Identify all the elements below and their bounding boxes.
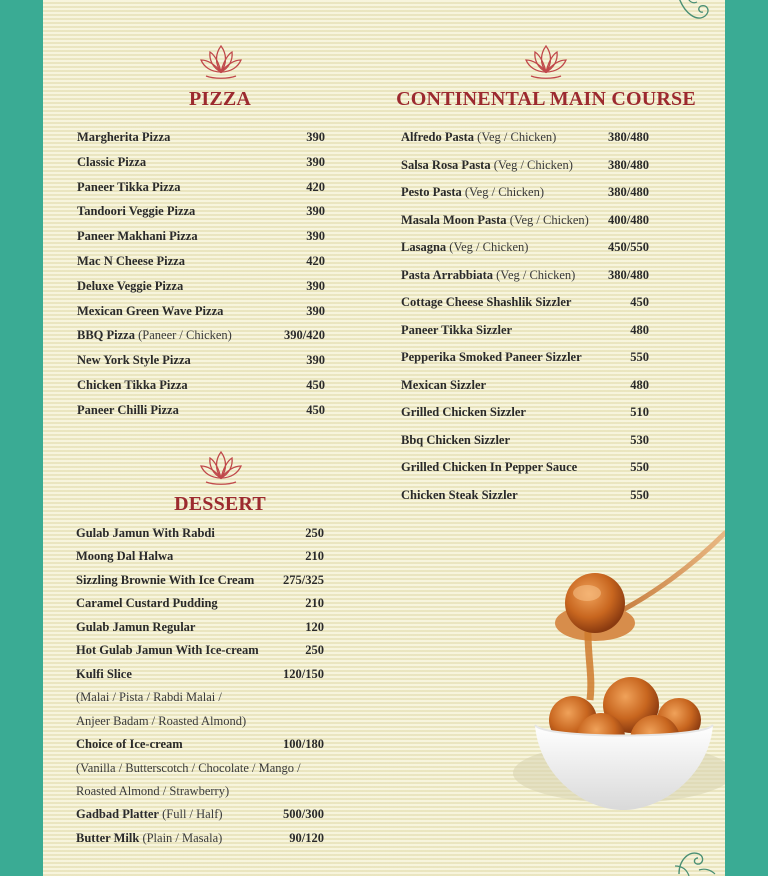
- menu-item-name: Lasagna: [401, 240, 447, 254]
- menu-item: [401, 323, 512, 338]
- section-title-continental: CONTINENTAL MAIN COURSE: [396, 88, 696, 110]
- menu-item: [401, 268, 575, 283]
- menu-item-name: Hot Gulab Jamun With Ice-cream: [76, 643, 259, 658]
- menu-item-name: Alfredo Pasta: [401, 130, 475, 144]
- menu-item: [401, 460, 577, 475]
- section-title-dessert: DESSERT: [174, 493, 266, 515]
- menu-item-price: 390: [306, 278, 325, 293]
- menu-item-price: 390: [306, 353, 325, 368]
- menu-item-price: 210: [305, 596, 324, 611]
- menu-item: [77, 180, 180, 195]
- menu-item-name: Mac N Cheese Pizza: [77, 254, 185, 268]
- menu-item: [76, 784, 229, 799]
- menu-item-name: Cottage Cheese Shashlik Sizzler: [401, 295, 572, 309]
- menu-item-name: Chicken Steak Sizzler: [401, 487, 518, 502]
- menu-item: [77, 328, 232, 343]
- menu-item: [77, 229, 198, 244]
- lotus-icon: [198, 42, 244, 82]
- menu-item: [76, 714, 246, 729]
- menu-item: [76, 807, 223, 822]
- menu-item-name: BBQ Pizza: [77, 328, 135, 343]
- menu-item-price: 390: [306, 204, 325, 219]
- menu-item-name: Caramel Custard Pudding: [76, 596, 218, 611]
- menu-item-price: 450: [630, 295, 649, 309]
- menu-item: [76, 831, 222, 846]
- menu-item-name: Deluxe Veggie Pizza: [77, 278, 184, 293]
- menu-item-price: 450: [306, 378, 325, 392]
- menu-item-name: Gadbad Platter: [76, 807, 159, 822]
- menu-item-name: Paneer Makhani Pizza: [77, 229, 198, 244]
- menu-item: [76, 596, 218, 611]
- menu-item-name: Sizzling Brownie With Ice Cream: [76, 572, 255, 587]
- menu-item-price: 400/480: [608, 212, 649, 227]
- menu-item: [401, 213, 589, 228]
- menu-item-name: Butter Milk: [76, 830, 140, 845]
- menu-item: [76, 573, 254, 588]
- menu-item: [76, 526, 215, 541]
- menu-item-name: Choice of Ice-cream: [76, 737, 183, 752]
- menu-item-name: Bbq Chicken Sizzler: [401, 432, 511, 447]
- section-title-pizza: PIZZA: [188, 88, 252, 110]
- menu-item: [77, 155, 146, 170]
- menu-item-variant: (Veg / Chicken): [474, 130, 557, 144]
- menu-item-price: 390/420: [284, 328, 325, 343]
- menu-item-price: 100/180: [283, 737, 324, 752]
- menu-item-name: Moong Dal Halwa: [76, 549, 174, 564]
- menu-item: [76, 690, 222, 705]
- menu-item-name: New York Style Pizza: [77, 353, 191, 368]
- menu-item-name: Pasta Arrabbiata: [401, 267, 494, 282]
- menu-item-price: 450/550: [608, 240, 649, 254]
- menu-item-price: 380/480: [608, 185, 649, 199]
- menu-item-price: 550: [630, 487, 649, 502]
- menu-item: [401, 378, 486, 393]
- menu-item-variant: (Veg / Chicken): [506, 212, 589, 227]
- menu-item-variant: (Vanilla / Butterscotch / Chocolate / Mango /: [76, 760, 301, 775]
- menu-item: [77, 130, 170, 145]
- menu-item-variant: (Veg / Chicken): [446, 240, 529, 254]
- menu-item: [76, 761, 301, 776]
- menu-item-name: Grilled Chicken In Pepper Sauce: [401, 460, 578, 474]
- menu-item: [401, 295, 571, 310]
- menu-item-variant: (Malai / Pista / Rabdi Malai /: [76, 690, 222, 705]
- menu-item-price: 90/120: [289, 830, 324, 845]
- menu-item-name: Pesto Pasta: [401, 185, 462, 199]
- menu-item: [77, 353, 191, 368]
- menu-page: [43, 0, 725, 876]
- menu-item-variant: (Plain / Masala): [139, 830, 223, 845]
- menu-item-price: 275/325: [283, 572, 324, 587]
- menu-item: [401, 433, 510, 448]
- menu-item: [401, 130, 556, 145]
- menu-item-name: Gulab Jamun Regular: [76, 619, 196, 634]
- menu-item-variant: (Veg / Chicken): [493, 267, 576, 282]
- menu-item-name: Paneer Chilli Pizza: [77, 402, 179, 417]
- lotus-icon: [198, 448, 244, 488]
- menu-item: [77, 403, 179, 418]
- menu-item-name: Chicken Tikka Pizza: [77, 378, 188, 392]
- menu-item-price: 390: [306, 229, 325, 244]
- menu-item: [401, 488, 518, 503]
- menu-item-name: Classic Pizza: [77, 154, 147, 169]
- menu-item-price: 120/150: [283, 666, 324, 681]
- menu-item-price: 530: [630, 432, 649, 447]
- menu-item-variant: (Full / Half): [158, 807, 223, 822]
- menu-item-name: Paneer Tikka Pizza: [77, 179, 181, 194]
- menu-item-price: 480: [630, 377, 649, 392]
- menu-item-variant: Roasted Almond / Strawberry): [76, 783, 230, 798]
- menu-item-name: Gulab Jamun With Rabdi: [76, 526, 215, 540]
- menu-item-price: 480: [630, 322, 649, 337]
- menu-item-price: 550: [630, 460, 649, 474]
- menu-item-price: 380/480: [608, 267, 649, 282]
- menu-item: [77, 204, 195, 219]
- menu-item-variant: (Veg / Chicken): [461, 185, 545, 199]
- menu-item-price: 550: [630, 350, 649, 364]
- menu-item-variant: (Paneer / Chicken): [134, 328, 232, 343]
- menu-item: [77, 304, 223, 319]
- menu-item-price: 390: [306, 303, 325, 318]
- menu-item: [76, 643, 259, 658]
- menu-item-price: 420: [306, 179, 325, 194]
- swirl-ornament-icon: [675, 0, 715, 30]
- menu-item-price: 510: [630, 405, 649, 419]
- menu-item-price: 450: [306, 402, 325, 417]
- menu-item-name: Tandoori Veggie Pizza: [77, 204, 196, 219]
- menu-item-price: 120: [305, 619, 324, 634]
- menu-item-price: 390: [306, 154, 325, 169]
- menu-item: [76, 549, 173, 564]
- menu-item: [401, 158, 573, 173]
- menu-item: [401, 405, 526, 420]
- menu-item-name: Margherita Pizza: [77, 130, 171, 144]
- menu-item-price: 250: [305, 643, 324, 658]
- menu-item-name: Masala Moon Pasta: [401, 212, 507, 227]
- menu-item-price: 380/480: [608, 157, 649, 172]
- menu-item-price: 210: [305, 549, 324, 564]
- menu-item-price: 250: [305, 526, 324, 540]
- menu-item-name: Grilled Chicken Sizzler: [401, 405, 526, 419]
- menu-item-name: Mexican Green Wave Pizza: [77, 303, 224, 318]
- swirl-ornament-icon: [673, 844, 717, 876]
- menu-item-price: 390: [306, 130, 325, 144]
- menu-item-name: Paneer Tikka Sizzler: [401, 322, 513, 337]
- menu-item: [401, 350, 582, 365]
- menu-item-variant: (Veg / Chicken): [490, 157, 573, 172]
- gulab-jamun-bowl-image: [483, 525, 725, 825]
- menu-item: [401, 240, 528, 255]
- menu-item-price: 420: [306, 254, 325, 268]
- menu-item-name: Salsa Rosa Pasta: [401, 157, 491, 172]
- menu-item-price: 500/300: [283, 807, 324, 822]
- menu-item-variant: Anjeer Badam / Roasted Almond): [76, 713, 247, 728]
- lotus-icon: [523, 42, 569, 82]
- menu-item-name: Kulfi Slice: [76, 666, 132, 681]
- menu-item: [77, 279, 183, 294]
- menu-item: [401, 185, 544, 200]
- menu-item: [77, 254, 185, 269]
- menu-item-name: Mexican Sizzler: [401, 377, 487, 392]
- menu-item: [77, 378, 188, 393]
- menu-item: [76, 737, 183, 752]
- menu-item: [76, 667, 132, 682]
- menu-item: [76, 620, 195, 635]
- menu-item-price: 380/480: [608, 130, 649, 144]
- menu-item-name: Pepperika Smoked Paneer Sizzler: [401, 350, 582, 364]
